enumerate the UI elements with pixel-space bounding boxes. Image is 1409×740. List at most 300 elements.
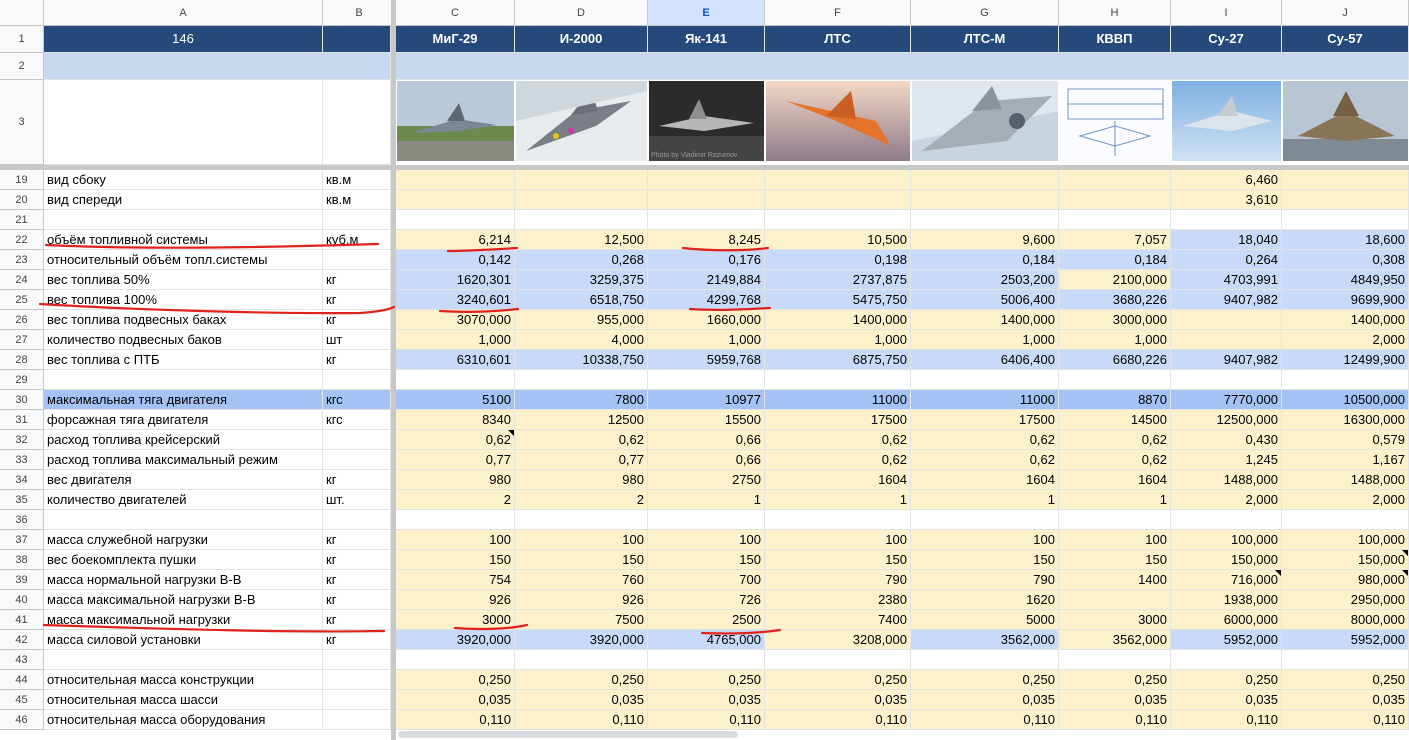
value-cell[interactable] [1171, 310, 1282, 330]
value-cell[interactable]: 1 [911, 490, 1059, 510]
value-cell[interactable]: 16300,000 [1282, 410, 1409, 430]
value-cell[interactable] [648, 510, 765, 530]
row-header-40[interactable]: 40 [0, 590, 44, 610]
value-cell[interactable]: 1,000 [1059, 330, 1171, 350]
cell-b3[interactable] [323, 80, 391, 165]
value-cell[interactable]: 1604 [765, 470, 911, 490]
value-cell[interactable]: 0,035 [765, 690, 911, 710]
row-header-25[interactable]: 25 [0, 290, 44, 310]
value-cell[interactable]: 0,110 [911, 710, 1059, 730]
row-header-33[interactable]: 33 [0, 450, 44, 470]
horizontal-scrollbar[interactable] [398, 731, 738, 738]
row-label-cell[interactable]: масса служебной нагрузки [44, 530, 323, 550]
value-cell[interactable]: 100,000 [1171, 530, 1282, 550]
value-cell[interactable]: 8870 [1059, 390, 1171, 410]
unit-cell[interactable]: кв.м [323, 170, 391, 190]
row-label-cell[interactable]: масса нормальной нагрузки В-В [44, 570, 323, 590]
unit-cell[interactable]: кг [323, 530, 391, 550]
row-2-band-right[interactable] [396, 53, 1409, 80]
unit-cell[interactable]: кгс [323, 390, 391, 410]
value-cell[interactable]: 2100,000 [1059, 270, 1171, 290]
value-cell[interactable]: 0,035 [396, 690, 515, 710]
row-header-31[interactable]: 31 [0, 410, 44, 430]
column-header-f[interactable]: F [765, 0, 911, 26]
value-cell[interactable]: 1604 [1059, 470, 1171, 490]
value-cell[interactable] [515, 190, 648, 210]
value-cell[interactable]: 0,250 [396, 670, 515, 690]
row-header-39[interactable]: 39 [0, 570, 44, 590]
value-cell[interactable]: 0,62 [911, 450, 1059, 470]
value-cell[interactable]: 12,500 [515, 230, 648, 250]
value-cell[interactable]: 926 [515, 590, 648, 610]
value-cell[interactable]: 6680,226 [1059, 350, 1171, 370]
value-cell[interactable]: 0,035 [648, 690, 765, 710]
value-cell[interactable]: 2,000 [1282, 330, 1409, 350]
value-cell[interactable]: 1660,000 [648, 310, 765, 330]
value-cell[interactable] [396, 190, 515, 210]
value-cell[interactable] [515, 650, 648, 670]
column-header-j[interactable]: J [1282, 0, 1409, 26]
row-label-cell[interactable]: количество двигателей [44, 490, 323, 510]
value-cell[interactable]: 1400 [1059, 570, 1171, 590]
value-cell[interactable]: 926 [396, 590, 515, 610]
value-cell[interactable] [765, 210, 911, 230]
value-cell[interactable]: 4299,768 [648, 290, 765, 310]
value-cell[interactable]: 18,040 [1171, 230, 1282, 250]
value-cell[interactable]: 5952,000 [1282, 630, 1409, 650]
value-cell[interactable]: 2149,884 [648, 270, 765, 290]
value-cell[interactable]: 1938,000 [1171, 590, 1282, 610]
value-cell[interactable]: 6875,750 [765, 350, 911, 370]
value-cell[interactable]: 0,62 [765, 430, 911, 450]
unit-cell[interactable] [323, 250, 391, 270]
value-cell[interactable]: 4765,000 [648, 630, 765, 650]
value-cell[interactable]: 3070,000 [396, 310, 515, 330]
unit-cell[interactable]: кг [323, 310, 391, 330]
frozen-column-divider[interactable] [391, 0, 396, 740]
row-label-cell[interactable]: вес топлива 50% [44, 270, 323, 290]
value-cell[interactable]: 1620,301 [396, 270, 515, 290]
value-cell[interactable] [1282, 170, 1409, 190]
value-cell[interactable]: 8,245 [648, 230, 765, 250]
column-header-a[interactable]: A [44, 0, 323, 26]
row-label-cell[interactable]: вид сбоку [44, 170, 323, 190]
value-cell[interactable]: 2 [515, 490, 648, 510]
value-cell[interactable] [1171, 510, 1282, 530]
value-cell[interactable]: 8000,000 [1282, 610, 1409, 630]
value-cell[interactable]: 6000,000 [1171, 610, 1282, 630]
value-cell[interactable]: 3920,000 [396, 630, 515, 650]
value-cell[interactable] [1171, 650, 1282, 670]
value-cell[interactable] [648, 210, 765, 230]
value-cell[interactable]: 0,110 [515, 710, 648, 730]
value-cell[interactable]: 4703,991 [1171, 270, 1282, 290]
row-label-cell[interactable]: масса максимальной нагрузки [44, 610, 323, 630]
value-cell[interactable]: 1400,000 [911, 310, 1059, 330]
value-cell[interactable]: 0,110 [765, 710, 911, 730]
value-cell[interactable]: 5000 [911, 610, 1059, 630]
row-header-43[interactable]: 43 [0, 650, 44, 670]
row-label-cell[interactable]: масса максимальной нагрузки В-В [44, 590, 323, 610]
unit-cell[interactable] [323, 650, 391, 670]
value-cell[interactable]: 3,610 [1171, 190, 1282, 210]
value-cell[interactable]: 6310,601 [396, 350, 515, 370]
value-cell[interactable]: 2,000 [1171, 490, 1282, 510]
value-cell[interactable]: 1,000 [911, 330, 1059, 350]
value-cell[interactable]: 0,035 [1171, 690, 1282, 710]
value-cell[interactable]: 0,268 [515, 250, 648, 270]
value-cell[interactable]: 0,184 [911, 250, 1059, 270]
value-cell[interactable]: 10338,750 [515, 350, 648, 370]
unit-cell[interactable] [323, 430, 391, 450]
column-header-c[interactable]: C [396, 0, 515, 26]
row-label-cell[interactable]: количество подвесных баков [44, 330, 323, 350]
value-cell[interactable]: 2737,875 [765, 270, 911, 290]
row-label-cell[interactable]: масса силовой установки [44, 630, 323, 650]
value-cell[interactable]: 0,176 [648, 250, 765, 270]
row-label-cell[interactable]: максимальная тяга двигателя [44, 390, 323, 410]
unit-cell[interactable]: кв.м [323, 190, 391, 210]
value-cell[interactable]: 1488,000 [1171, 470, 1282, 490]
value-cell[interactable]: 0,62 [1059, 450, 1171, 470]
row-header-45[interactable]: 45 [0, 690, 44, 710]
unit-cell[interactable] [323, 670, 391, 690]
aircraft-name-header[interactable]: МиГ-29 [396, 26, 515, 53]
row-label-cell[interactable] [44, 370, 323, 390]
unit-cell[interactable] [323, 510, 391, 530]
value-cell[interactable] [396, 510, 515, 530]
unit-cell[interactable]: куб.м [323, 230, 391, 250]
value-cell[interactable] [765, 170, 911, 190]
value-cell[interactable]: 150,000 [1282, 550, 1409, 570]
value-cell[interactable]: 14500 [1059, 410, 1171, 430]
value-cell[interactable]: 2380 [765, 590, 911, 610]
row-header-1[interactable]: 1 [0, 26, 44, 53]
row-header-23[interactable]: 23 [0, 250, 44, 270]
row-label-cell[interactable]: вид спереди [44, 190, 323, 210]
aircraft-name-header[interactable]: ЛТС [765, 26, 911, 53]
value-cell[interactable]: 0,198 [765, 250, 911, 270]
row-label-cell[interactable]: объём топливной системы [44, 230, 323, 250]
value-cell[interactable] [515, 170, 648, 190]
value-cell[interactable]: 8340 [396, 410, 515, 430]
value-cell[interactable]: 790 [765, 570, 911, 590]
value-cell[interactable]: 0,250 [765, 670, 911, 690]
value-cell[interactable]: 17500 [765, 410, 911, 430]
value-cell[interactable]: 9407,982 [1171, 290, 1282, 310]
value-cell[interactable]: 100 [648, 530, 765, 550]
value-cell[interactable] [1282, 190, 1409, 210]
value-cell[interactable]: 980,000 [1282, 570, 1409, 590]
value-cell[interactable]: 1,000 [765, 330, 911, 350]
row-label-cell[interactable] [44, 210, 323, 230]
aircraft-name-header[interactable]: ЛТС-М [911, 26, 1059, 53]
row-header-46[interactable]: 46 [0, 710, 44, 730]
frozen-row-divider[interactable] [0, 165, 1409, 170]
value-cell[interactable]: 11000 [765, 390, 911, 410]
aircraft-name-header[interactable]: Су-27 [1171, 26, 1282, 53]
value-cell[interactable]: 1,000 [648, 330, 765, 350]
value-cell[interactable]: 4849,950 [1282, 270, 1409, 290]
row-label-cell[interactable]: вес топлива 100% [44, 290, 323, 310]
unit-cell[interactable]: шт. [323, 490, 391, 510]
value-cell[interactable] [396, 370, 515, 390]
value-cell[interactable]: 100,000 [1282, 530, 1409, 550]
value-cell[interactable] [765, 650, 911, 670]
value-cell[interactable]: 0,66 [648, 450, 765, 470]
value-cell[interactable] [396, 210, 515, 230]
value-cell[interactable]: 12500,000 [1171, 410, 1282, 430]
row-header-19[interactable]: 19 [0, 170, 44, 190]
value-cell[interactable]: 3000 [396, 610, 515, 630]
row-header-26[interactable]: 26 [0, 310, 44, 330]
value-cell[interactable]: 0,035 [1059, 690, 1171, 710]
value-cell[interactable]: 12500 [515, 410, 648, 430]
value-cell[interactable]: 2503,200 [911, 270, 1059, 290]
value-cell[interactable]: 0,66 [648, 430, 765, 450]
value-cell[interactable]: 12499,900 [1282, 350, 1409, 370]
value-cell[interactable]: 0,579 [1282, 430, 1409, 450]
value-cell[interactable]: 0,250 [1171, 670, 1282, 690]
value-cell[interactable] [911, 650, 1059, 670]
aircraft-name-header[interactable]: Су-57 [1282, 26, 1409, 53]
value-cell[interactable]: 0,250 [648, 670, 765, 690]
row-header-21[interactable]: 21 [0, 210, 44, 230]
value-cell[interactable] [648, 170, 765, 190]
value-cell[interactable] [1282, 370, 1409, 390]
value-cell[interactable]: 0,308 [1282, 250, 1409, 270]
value-cell[interactable]: 3000,000 [1059, 310, 1171, 330]
unit-cell[interactable]: кг [323, 270, 391, 290]
value-cell[interactable]: 0,250 [911, 670, 1059, 690]
aircraft-name-header[interactable]: И-2000 [515, 26, 648, 53]
value-cell[interactable]: 10977 [648, 390, 765, 410]
value-cell[interactable]: 0,430 [1171, 430, 1282, 450]
value-cell[interactable]: 4,000 [515, 330, 648, 350]
value-cell[interactable]: 100 [515, 530, 648, 550]
unit-cell[interactable]: кг [323, 470, 391, 490]
row-header-30[interactable]: 30 [0, 390, 44, 410]
row-label-cell[interactable] [44, 650, 323, 670]
unit-cell[interactable]: кг [323, 590, 391, 610]
value-cell[interactable]: 3920,000 [515, 630, 648, 650]
value-cell[interactable]: 0,264 [1171, 250, 1282, 270]
value-cell[interactable]: 0,142 [396, 250, 515, 270]
value-cell[interactable] [396, 650, 515, 670]
value-cell[interactable]: 3562,000 [1059, 630, 1171, 650]
value-cell[interactable] [1059, 650, 1171, 670]
value-cell[interactable]: 100 [911, 530, 1059, 550]
value-cell[interactable]: 7800 [515, 390, 648, 410]
value-cell[interactable]: 3562,000 [911, 630, 1059, 650]
value-cell[interactable] [1282, 510, 1409, 530]
value-cell[interactable]: 10,500 [765, 230, 911, 250]
cell-a3[interactable] [44, 80, 323, 165]
row-label-cell[interactable]: относительная масса конструкции [44, 670, 323, 690]
value-cell[interactable] [911, 170, 1059, 190]
value-cell[interactable]: 2,000 [1282, 490, 1409, 510]
value-cell[interactable]: 980 [396, 470, 515, 490]
select-all-corner[interactable] [0, 0, 44, 26]
unit-cell[interactable] [323, 210, 391, 230]
value-cell[interactable]: 0,035 [515, 690, 648, 710]
row-label-cell[interactable]: расход топлива крейсерский [44, 430, 323, 450]
row-label-cell[interactable]: относительная масса шасси [44, 690, 323, 710]
value-cell[interactable]: 150 [1059, 550, 1171, 570]
value-cell[interactable]: 18,600 [1282, 230, 1409, 250]
value-cell[interactable]: 760 [515, 570, 648, 590]
value-cell[interactable]: 150 [396, 550, 515, 570]
value-cell[interactable] [1171, 330, 1282, 350]
value-cell[interactable]: 726 [648, 590, 765, 610]
value-cell[interactable]: 9699,900 [1282, 290, 1409, 310]
row-header-27[interactable]: 27 [0, 330, 44, 350]
unit-cell[interactable]: шт [323, 330, 391, 350]
row-label-cell[interactable]: расход топлива максимальный режим [44, 450, 323, 470]
value-cell[interactable]: 1620 [911, 590, 1059, 610]
value-cell[interactable]: 980 [515, 470, 648, 490]
value-cell[interactable]: 0,62 [396, 430, 515, 450]
unit-cell[interactable] [323, 690, 391, 710]
value-cell[interactable]: 100 [1059, 530, 1171, 550]
value-cell[interactable] [1282, 210, 1409, 230]
value-cell[interactable] [911, 210, 1059, 230]
value-cell[interactable]: 3240,601 [396, 290, 515, 310]
value-cell[interactable] [648, 190, 765, 210]
value-cell[interactable]: 1604 [911, 470, 1059, 490]
value-cell[interactable] [1059, 370, 1171, 390]
value-cell[interactable]: 5100 [396, 390, 515, 410]
unit-cell[interactable]: кг [323, 570, 391, 590]
value-cell[interactable]: 150 [765, 550, 911, 570]
unit-cell[interactable] [323, 710, 391, 730]
value-cell[interactable] [765, 370, 911, 390]
value-cell[interactable]: 5006,400 [911, 290, 1059, 310]
value-cell[interactable] [911, 510, 1059, 530]
value-cell[interactable]: 1,000 [396, 330, 515, 350]
value-cell[interactable]: 3680,226 [1059, 290, 1171, 310]
value-cell[interactable]: 7770,000 [1171, 390, 1282, 410]
row-label-cell[interactable]: вес боекомплекта пушки [44, 550, 323, 570]
row-label-cell[interactable]: форсажная тяга двигателя [44, 410, 323, 430]
value-cell[interactable]: 955,000 [515, 310, 648, 330]
row-header-24[interactable]: 24 [0, 270, 44, 290]
aircraft-name-header[interactable]: КВВП [1059, 26, 1171, 53]
value-cell[interactable]: 2950,000 [1282, 590, 1409, 610]
value-cell[interactable] [1171, 210, 1282, 230]
value-cell[interactable]: 150,000 [1171, 550, 1282, 570]
value-cell[interactable]: 150 [515, 550, 648, 570]
value-cell[interactable]: 0,035 [911, 690, 1059, 710]
value-cell[interactable]: 2 [396, 490, 515, 510]
row-header-35[interactable]: 35 [0, 490, 44, 510]
value-cell[interactable]: 1488,000 [1282, 470, 1409, 490]
value-cell[interactable]: 0,035 [1282, 690, 1409, 710]
value-cell[interactable]: 0,110 [396, 710, 515, 730]
value-cell[interactable]: 0,250 [1282, 670, 1409, 690]
value-cell[interactable]: 0,110 [1171, 710, 1282, 730]
value-cell[interactable]: 2750 [648, 470, 765, 490]
value-cell[interactable]: 0,110 [1282, 710, 1409, 730]
value-cell[interactable] [515, 370, 648, 390]
value-cell[interactable] [1059, 590, 1171, 610]
value-cell[interactable] [648, 650, 765, 670]
value-cell[interactable]: 9407,982 [1171, 350, 1282, 370]
row-label-cell[interactable]: вес топлива с ПТБ [44, 350, 323, 370]
row-label-cell[interactable]: вес двигателя [44, 470, 323, 490]
value-cell[interactable]: 1 [765, 490, 911, 510]
row-header-34[interactable]: 34 [0, 470, 44, 490]
cell-b1[interactable] [323, 26, 391, 53]
column-header-b[interactable]: B [323, 0, 396, 26]
value-cell[interactable]: 150 [911, 550, 1059, 570]
row-header-28[interactable]: 28 [0, 350, 44, 370]
value-cell[interactable] [911, 370, 1059, 390]
row-header-3[interactable]: 3 [0, 80, 44, 165]
row-header-20[interactable]: 20 [0, 190, 44, 210]
unit-cell[interactable]: кг [323, 550, 391, 570]
value-cell[interactable] [1282, 650, 1409, 670]
value-cell[interactable]: 0,62 [515, 430, 648, 450]
row-label-cell[interactable]: вес топлива подвесных баках [44, 310, 323, 330]
unit-cell[interactable]: кг [323, 350, 391, 370]
value-cell[interactable] [1059, 170, 1171, 190]
unit-cell[interactable] [323, 450, 391, 470]
value-cell[interactable]: 7400 [765, 610, 911, 630]
unit-cell[interactable]: кг [323, 290, 391, 310]
value-cell[interactable]: 5952,000 [1171, 630, 1282, 650]
value-cell[interactable]: 17500 [911, 410, 1059, 430]
value-cell[interactable]: 3208,000 [765, 630, 911, 650]
row-label-cell[interactable] [44, 510, 323, 530]
value-cell[interactable]: 0,62 [911, 430, 1059, 450]
unit-cell[interactable]: кгс [323, 410, 391, 430]
value-cell[interactable] [1059, 510, 1171, 530]
value-cell[interactable]: 15500 [648, 410, 765, 430]
value-cell[interactable]: 6518,750 [515, 290, 648, 310]
value-cell[interactable]: 100 [396, 530, 515, 550]
row-header-37[interactable]: 37 [0, 530, 44, 550]
row-header-29[interactable]: 29 [0, 370, 44, 390]
value-cell[interactable]: 0,184 [1059, 250, 1171, 270]
value-cell[interactable] [515, 210, 648, 230]
row-label-cell[interactable]: относительный объём топл.системы [44, 250, 323, 270]
value-cell[interactable]: 1400,000 [765, 310, 911, 330]
unit-cell[interactable] [323, 370, 391, 390]
value-cell[interactable]: 754 [396, 570, 515, 590]
value-cell[interactable]: 0,62 [1059, 430, 1171, 450]
value-cell[interactable]: 3000 [1059, 610, 1171, 630]
value-cell[interactable]: 0,62 [765, 450, 911, 470]
value-cell[interactable]: 5959,768 [648, 350, 765, 370]
value-cell[interactable]: 0,250 [1059, 670, 1171, 690]
value-cell[interactable]: 0,250 [515, 670, 648, 690]
aircraft-name-header[interactable]: Як-141 [648, 26, 765, 53]
row-header-44[interactable]: 44 [0, 670, 44, 690]
row-header-41[interactable]: 41 [0, 610, 44, 630]
value-cell[interactable]: 1,167 [1282, 450, 1409, 470]
row-header-22[interactable]: 22 [0, 230, 44, 250]
value-cell[interactable]: 716,000 [1171, 570, 1282, 590]
value-cell[interactable]: 6,214 [396, 230, 515, 250]
value-cell[interactable]: 3259,375 [515, 270, 648, 290]
value-cell[interactable]: 0,110 [648, 710, 765, 730]
row-header-32[interactable]: 32 [0, 430, 44, 450]
value-cell[interactable] [1059, 190, 1171, 210]
column-header-d[interactable]: D [515, 0, 648, 26]
value-cell[interactable]: 5475,750 [765, 290, 911, 310]
column-header-g[interactable]: G [911, 0, 1059, 26]
